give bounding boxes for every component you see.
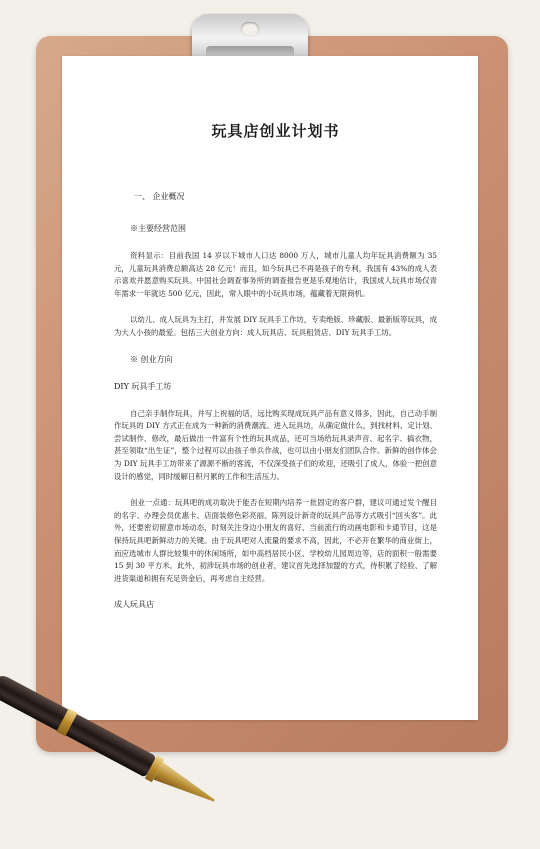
paragraph-success-tips: 创业一点通：玩具吧的成功取决于能否在短期内培养一批固定的客户群，建议可通过发个醒目的名字、办理会员优惠卡、店面装修色彩亮丽、陈列设计新奇的玩具产品等方式吸引“回头客”。此外，还要密切留意市场动态，时刻关注身边小朋友的喜好、当前流行的动画电影和卡通节目，这是保持玩具吧新鲜动力的关键。由于玩具吧对人流量的要求不高，因此，不必开在繁华的商业街上，而应选城市人群比较集中的休闲场所，如中高档居民小区、学校幼儿园周边等，店的面积一般需要 15 到 30 平方米。此外，初涉玩具市场的创业者，建议首先选择加盟的方式，待积累了经验、了解进货渠道和拥有充足资金后，再考虑自主经营。 <box>114 498 437 583</box>
paragraph-business-focus: 以幼儿、成人玩具为主打，并发展 DIY 玩具手工作坊，专卖绝版、珍藏版、最新版等玩具，成为大人小孩的最爱。包括三大创业方向：成人玩具店、玩具租赁店、DIY 玩具手工坊。 <box>114 315 437 337</box>
subheading-diy-workshop: DIY 玩具手工坊 <box>114 381 172 391</box>
subheading-business-scope: ※主要经营范围 <box>130 224 186 233</box>
document-title: 玩具店创业计划书 <box>211 122 340 140</box>
pen-nib <box>153 762 219 810</box>
paragraph-market-data: 资料显示：目前我国 14 岁以下城市人口达 8000 万人，城市儿童人均年玩具消费额为 35 元，儿童玩具消费总额高达 28 亿元！而且，如今玩具已不再是孩子的专利，我国有 43%的成人表示喜欢并愿意购买玩具。中国社会调查事务所的调查报告更是乐观地估计，我国成人玩具市场仅青年需求一年就达 500 亿元，因此，常人眼中的小玩具市场，蕴藏着无限商机。 <box>114 251 437 298</box>
document-body <box>114 120 437 610</box>
section-heading-overview: 一、 企业概况 <box>134 192 185 201</box>
clip-hole <box>241 22 259 36</box>
subheading-direction: ※ 创业方向 <box>130 354 173 364</box>
paragraph-diy-description: 自己亲手制作玩具，并写上祝福的话，远比购买现成玩具产品有意义得多，因此，自己动手制作玩具的 DIY 方式正在成为一种新的消费潮流。进入玩具坊，从确定做什么，到找材料、定计划、尝试制作、修改，最后做出一件富有个性的玩具成品，还可当场给玩具录声音、起名字、搞衣物，甚至领取“出生证”，整个过程可以由孩子单兵作战，也可以由小朋友们团队合作。新鲜的创作体会为 DIY 玩具手工坊带来了源源不断的客流，不仅深受孩子们的欢迎，还吸引了成人，体验一把创意设计的感觉，同时缓解日积月累的工作和生活压力。 <box>114 408 437 481</box>
subheading-adult-toy-store: 成人玩具店 <box>114 600 154 610</box>
document-page <box>62 56 478 720</box>
